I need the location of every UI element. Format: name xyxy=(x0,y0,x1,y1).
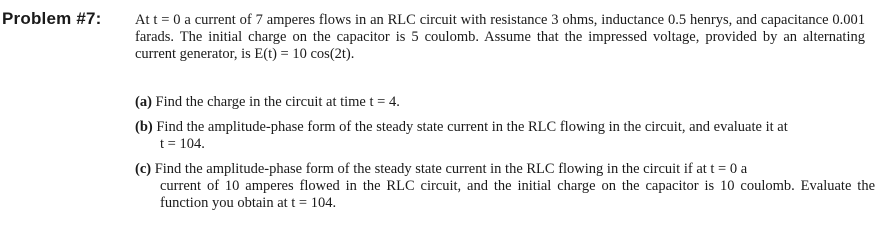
part-b-label: (b) xyxy=(135,119,153,135)
part-b-text-continued: t = 104. xyxy=(160,136,205,152)
parts-list xyxy=(135,94,875,212)
problem-label: Problem #7: xyxy=(2,9,102,28)
part-c-text-continued: current of 10 amperes flowed in the RLC circuit, and the initial charge on the capacitor is 10 coulomb. Evaluate the function you obtain at t = 104. xyxy=(160,178,875,211)
part-b xyxy=(135,119,875,153)
part-a xyxy=(135,94,875,111)
part-c-text: Find the amplitude-phase form of the steady state current in the RLC flowing in the circuit if at t = 0 a xyxy=(154,161,748,177)
problem-statement: At t = 0 a current of 7 amperes flows in an RLC circuit with resistance 3 ohms, inductance 0.5 henrys, and capacitance 0.001 farads. The initial charge on the capacitor is 5 coulomb. Assume that the impressed voltage, provided by an alternating current generator, is E(t) = 10 cos(2t). xyxy=(135,12,865,62)
part-c xyxy=(135,161,875,212)
part-a-text: Find the charge in the circuit at time t = 4. xyxy=(155,94,400,110)
part-c-label: (c) xyxy=(135,161,152,177)
part-b-text: Find the amplitude-phase form of the steady state current in the RLC flowing in the circuit, and evaluate it at xyxy=(156,119,788,135)
part-a-label: (a) xyxy=(135,94,152,110)
